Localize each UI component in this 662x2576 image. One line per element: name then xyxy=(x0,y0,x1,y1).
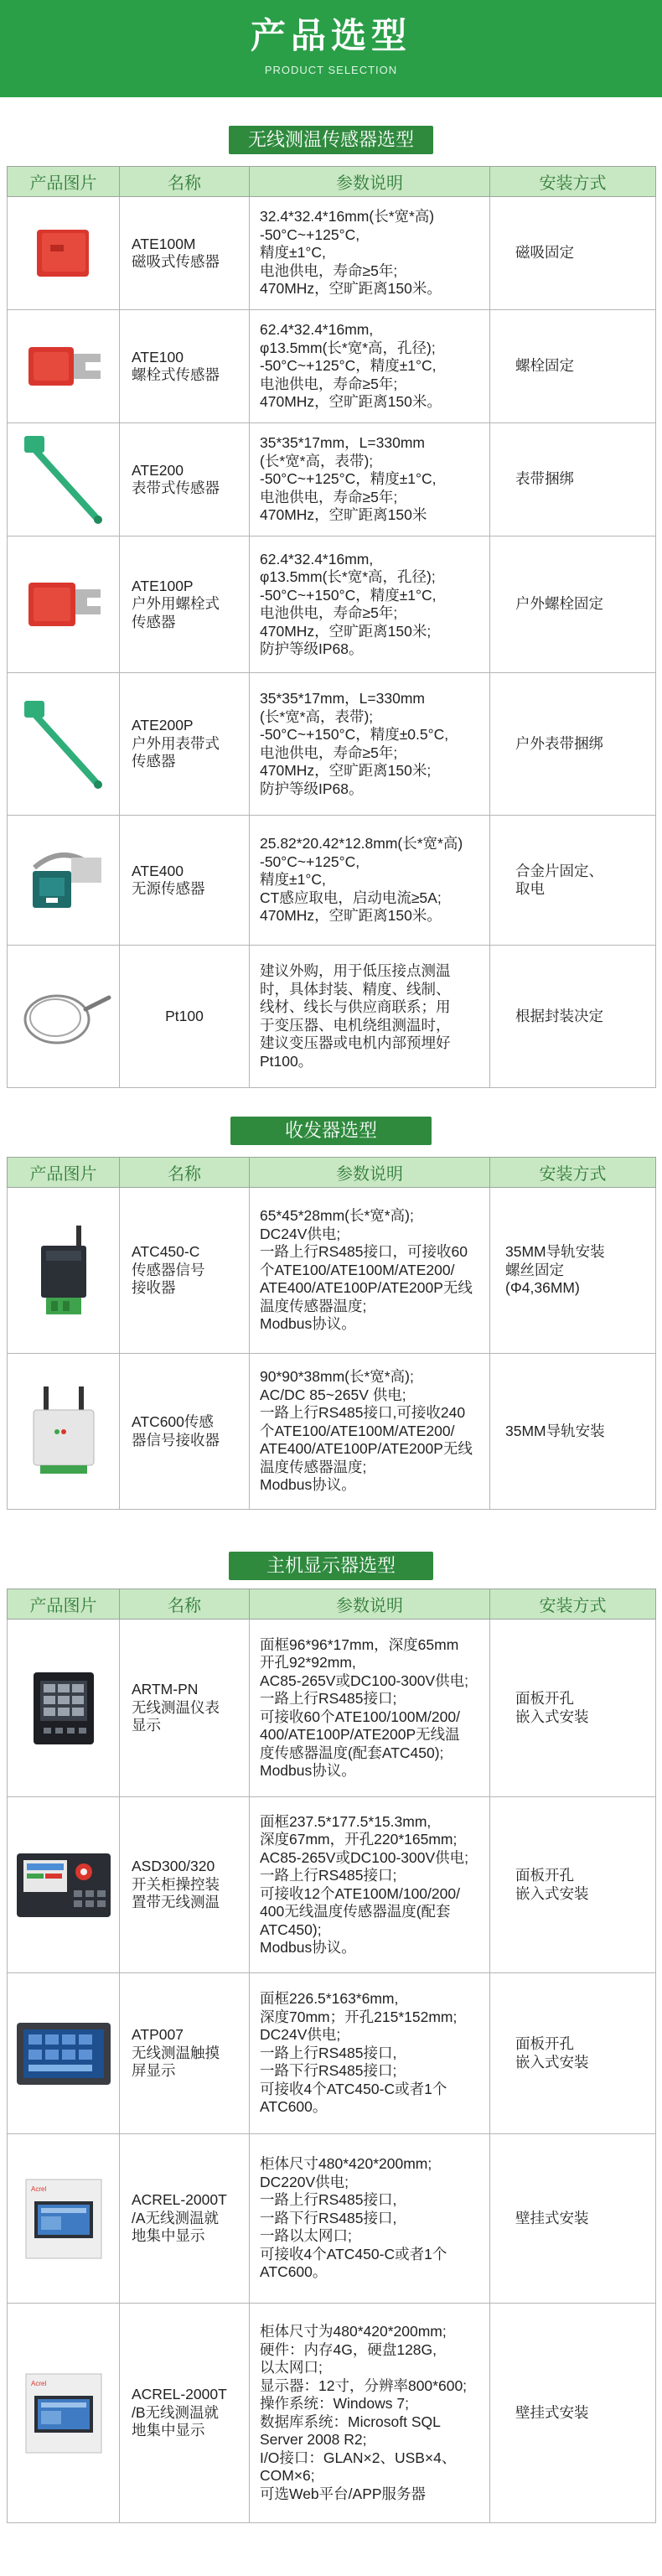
acrel-2000t-b-cabinet-icon xyxy=(18,2367,110,2459)
product-type: 地集中显示 xyxy=(132,2227,205,2245)
param-line: φ13.5mm(长*宽*高，孔径); xyxy=(260,339,436,356)
param-line: 470MHz，空旷距离150米; xyxy=(260,762,432,779)
param-line: 470MHz，空旷距离150米。 xyxy=(260,393,442,411)
asd300-panel-icon xyxy=(13,1845,114,1926)
table-row xyxy=(8,310,656,423)
table-row xyxy=(8,1797,656,1973)
product-model: ASD300/320 xyxy=(132,1858,215,1875)
product-type: 置带无线测温 xyxy=(132,1894,220,1911)
header-params: 参数说明 xyxy=(250,167,490,197)
header-mount: 安装方式 xyxy=(490,167,656,197)
param-line: 电池供电，寿命≥5年; xyxy=(260,488,398,505)
param-line: Modbus协议。 xyxy=(260,1762,356,1779)
product-type: 磁吸式传感器 xyxy=(132,253,220,270)
product-model: ATE200 xyxy=(132,461,184,479)
param-line: 470MHz，空旷距离150米。 xyxy=(260,280,442,298)
product-type: 户外用螺栓式 xyxy=(132,595,220,613)
table-row xyxy=(8,197,656,310)
section-title: 收发器选型 xyxy=(230,1117,432,1145)
ate200-sensor-icon xyxy=(18,429,110,530)
param-line: AC85-265V或DC100-300V供电; xyxy=(260,1848,469,1866)
mount-method: 表带捆绑 xyxy=(515,470,574,488)
header-pic: 产品图片 xyxy=(8,1589,120,1620)
param-line: 一路下行RS485接口, xyxy=(260,2209,397,2226)
product-model: ATE100P xyxy=(132,577,194,594)
atc600-receiver-icon xyxy=(22,1381,106,1482)
table-row xyxy=(8,2134,656,2304)
param-line: 62.4*32.4*16mm, xyxy=(260,321,374,339)
mount-method: 根据封装决定 xyxy=(515,1007,603,1024)
mount-method: 嵌入式安装 xyxy=(515,1884,589,1902)
mount-method: 壁挂式安装 xyxy=(515,2403,589,2421)
param-line: -50°C~+125°C, xyxy=(260,853,360,870)
param-line: 65*45*28mm(长*宽*高); xyxy=(260,1207,414,1225)
mount-method: 螺栓固定 xyxy=(515,357,574,375)
table-row xyxy=(8,816,656,946)
param-line: 可接收12个ATE100M/100/200/ xyxy=(260,1884,460,1902)
mount-method: 磁吸固定 xyxy=(515,244,574,262)
param-line: 一路上行RS485接口; xyxy=(260,1690,397,1707)
param-line: 精度±1°C, xyxy=(260,871,326,889)
param-line: 数据库系统：Microsoft SQL xyxy=(260,2413,441,2430)
product-type: 地集中显示 xyxy=(132,2422,205,2439)
mount-method: 35MM导轨安装 xyxy=(505,1422,605,1439)
param-line: (长*宽*高，表带); xyxy=(260,452,374,469)
param-line: ATE400/ATE100P/ATE200P无线 xyxy=(260,1440,473,1458)
product-type: 螺栓式传感器 xyxy=(132,366,220,383)
param-line: 面框226.5*163*6mm, xyxy=(260,1990,399,2008)
param-line: 470MHz，空旷距离150米。 xyxy=(260,907,442,925)
product-type: 开关柜操控装 xyxy=(132,1875,220,1893)
product-type: 屏显示 xyxy=(132,2062,176,2080)
hero-banner xyxy=(0,0,662,97)
param-line: Pt100。 xyxy=(260,1052,313,1070)
header-mount: 安装方式 xyxy=(490,1589,656,1620)
param-line: 度传感器温度(配套ATC450); xyxy=(260,1744,444,1761)
param-line: 一路上行RS485接口, xyxy=(260,2044,397,2061)
param-line: 柜体尺寸为480*420*200mm; xyxy=(260,2323,447,2340)
param-line: I/O接口：GLAN×2、USB×4、 xyxy=(260,2449,457,2466)
param-line: Modbus协议。 xyxy=(260,1939,356,1956)
param-line: 防护等级IP68。 xyxy=(260,640,364,657)
sensor-table xyxy=(7,166,656,1088)
product-type: 传感器 xyxy=(132,753,176,770)
product-model: ATP007 xyxy=(132,2026,184,2044)
product-type: 表带式传感器 xyxy=(132,479,220,496)
ate100m-sensor-icon xyxy=(25,220,102,287)
param-line: 硬件：内存4G，硬盘128G, xyxy=(260,2340,437,2358)
table-header-row xyxy=(8,1158,656,1188)
section-wireless-sensors xyxy=(0,97,662,1088)
param-line: 一路下行RS485接口; xyxy=(260,2062,397,2080)
param-line: (长*宽*高，表带); xyxy=(260,707,374,725)
param-line: AC85-265V或DC100-300V供电; xyxy=(260,1672,469,1689)
mount-method: 面板开孔 xyxy=(515,1867,574,1884)
table-row xyxy=(8,946,656,1088)
product-model: ACREL-2000T xyxy=(132,2386,227,2403)
param-line: 深度67mm，开孔220*165mm; xyxy=(260,1831,458,1848)
param-line: 操作系统：Windows 7; xyxy=(260,2395,409,2412)
param-line: -50°C~+125°C，精度±1°C, xyxy=(260,357,437,375)
pt100-probe-icon xyxy=(13,979,114,1055)
param-line: 以太网口; xyxy=(260,2359,323,2376)
mount-method: 面板开孔 xyxy=(515,1690,574,1707)
product-type: 接收器 xyxy=(132,1279,176,1297)
param-line: 400无线温度传感器温度(配套 xyxy=(260,1903,451,1920)
param-line: 个ATE100/ATE100M/ATE200/ xyxy=(260,1422,455,1439)
param-line: 个ATE100/ATE100M/ATE200/ xyxy=(260,1261,455,1278)
param-line: 62.4*32.4*16mm, xyxy=(260,550,374,568)
acrel-2000t-a-cabinet-icon xyxy=(18,2173,110,2265)
param-line: ATC450); xyxy=(260,1920,322,1938)
header-mount: 安装方式 xyxy=(490,1158,656,1188)
param-line: 深度70mm；开孔215*152mm; xyxy=(260,2008,458,2025)
param-line: AC/DC 85~265V 供电; xyxy=(260,1386,406,1403)
param-line: 电池供电，寿命≥5年; xyxy=(260,375,398,392)
product-type: 器信号接收器 xyxy=(132,1431,220,1449)
param-line: 一路上行RS485接口,可接收240 xyxy=(260,1404,466,1422)
param-line: -50°C~+125°C，精度±1°C, xyxy=(260,470,437,488)
param-line: 线材、线长与供应商联系；用 xyxy=(260,998,451,1015)
product-model: ATE200P xyxy=(132,717,194,734)
param-line: 面框237.5*177.5*15.3mm, xyxy=(260,1812,432,1830)
table-row xyxy=(8,1973,656,2134)
product-model: ATC450-C xyxy=(132,1243,200,1261)
table-row xyxy=(8,673,656,816)
param-line: Modbus协议。 xyxy=(260,1476,356,1494)
param-line: COM×6; xyxy=(260,2467,315,2484)
ate100-sensor-icon xyxy=(22,337,106,396)
param-line: 一路上行RS485接口; xyxy=(260,1867,397,1884)
section-host-displays xyxy=(0,1510,662,2523)
mount-method: (Φ4,36MM) xyxy=(505,1279,580,1297)
param-line: 一路以太网口; xyxy=(260,2227,352,2245)
table-row xyxy=(8,1620,656,1797)
mount-method: 35MM导轨安装 xyxy=(505,1243,605,1261)
svg-text:Acrel: Acrel xyxy=(30,2185,46,2193)
param-line: 可接收60个ATE100/100M/200/ xyxy=(260,1708,460,1725)
header-name: 名称 xyxy=(120,167,250,197)
param-line: 可接收4个ATC450-C或者1个 xyxy=(260,2245,447,2262)
param-line: 电池供电，寿命≥5年; xyxy=(260,744,398,761)
ate100p-sensor-icon xyxy=(22,571,106,638)
table-header-row xyxy=(8,167,656,197)
param-line: 显示器：12寸，分辨率800*600; xyxy=(260,2376,468,2394)
transceiver-table xyxy=(7,1157,656,1510)
mount-method: 螺丝固定 xyxy=(505,1261,564,1278)
display-table xyxy=(7,1589,656,2523)
ate200p-sensor-icon xyxy=(18,694,110,795)
section-title: 主机显示器选型 xyxy=(229,1552,433,1580)
product-type: 显示 xyxy=(132,1717,161,1734)
mount-method: 嵌入式安装 xyxy=(515,1708,589,1725)
param-line: 时，具体封装、精度、线制、 xyxy=(260,980,451,998)
header-pic: 产品图片 xyxy=(8,167,120,197)
product-type: /B无线测温就 xyxy=(132,2403,220,2421)
table-row xyxy=(8,423,656,536)
param-line: 可选Web平台/APP服务器 xyxy=(260,2485,427,2502)
product-model: ATE100M xyxy=(132,235,196,252)
param-line: 470MHz，空旷距离150米; xyxy=(260,622,432,640)
param-line: 温度传感器温度; xyxy=(260,1458,367,1475)
section-transceivers xyxy=(0,1088,662,1510)
param-line: 防护等级IP68。 xyxy=(260,780,364,797)
table-row xyxy=(8,536,656,673)
table-header-row xyxy=(8,1589,656,1620)
param-line: 于变压器、电机绕组测温时， xyxy=(260,1016,451,1034)
param-line: 建议外购，用于低压接点测温 xyxy=(260,962,451,979)
param-line: 一路上行RS485接口, xyxy=(260,2191,397,2209)
product-model: ACREL-2000T xyxy=(132,2191,227,2209)
param-line: 温度传感器温度; xyxy=(260,1297,367,1314)
param-line: 一路上行RS485接口，可接收60 xyxy=(260,1243,468,1261)
table-row xyxy=(8,2304,656,2523)
header-name: 名称 xyxy=(120,1589,250,1620)
param-line: Modbus协议。 xyxy=(260,1315,356,1333)
param-line: -50°C~+150°C，精度±0.5°C, xyxy=(260,726,449,743)
param-line: 柜体尺寸480*420*200mm; xyxy=(260,2155,432,2173)
mount-method: 嵌入式安装 xyxy=(515,2053,589,2071)
product-type: /A无线测温就 xyxy=(132,2209,220,2226)
header-name: 名称 xyxy=(120,1158,250,1188)
param-line: φ13.5mm(长*宽*高，孔径); xyxy=(260,568,436,585)
product-type: 传感器信号 xyxy=(132,1261,205,1278)
product-model: Pt100 xyxy=(165,1007,204,1024)
mount-method: 取电 xyxy=(515,880,545,897)
svg-text:Acrel: Acrel xyxy=(30,2379,46,2387)
product-model: ATE100 xyxy=(132,348,184,365)
product-type: 无线测温触摸 xyxy=(132,2044,220,2061)
param-line: 面框96*96*17mm，深度65mm xyxy=(260,1635,459,1653)
param-line: 电池供电，寿命≥5年; xyxy=(260,604,398,621)
header-pic: 产品图片 xyxy=(8,1158,120,1188)
mount-method: 合金片固定、 xyxy=(515,862,603,879)
mount-method: 壁挂式安装 xyxy=(515,2209,589,2226)
product-type: 无线测温仪表 xyxy=(132,1698,220,1716)
section-title: 无线测温传感器选型 xyxy=(229,126,433,154)
param-line: -50°C~+150°C，精度±1°C, xyxy=(260,586,437,604)
product-type: 户外用表带式 xyxy=(132,734,220,752)
mount-method: 户外表带捆绑 xyxy=(515,734,603,752)
param-line: DC24V供电; xyxy=(260,1225,341,1242)
table-row xyxy=(8,1188,656,1354)
product-model: ATE400 xyxy=(132,862,184,879)
param-line: DC24V供电; xyxy=(260,2026,341,2044)
mount-method: 面板开孔 xyxy=(515,2035,574,2052)
param-line: -50°C~+125°C, xyxy=(260,225,360,243)
param-line: 35*35*17mm，L=330mm xyxy=(260,434,425,452)
product-type: 传感器 xyxy=(132,613,176,630)
table-row xyxy=(8,1354,656,1510)
product-model: ATC600传感 xyxy=(132,1413,214,1430)
page-subtitle: PRODUCT SELECTION xyxy=(264,64,398,76)
ate400-sensor-icon xyxy=(18,842,110,918)
param-line: ATC600。 xyxy=(260,2098,328,2116)
param-line: Server 2008 R2; xyxy=(260,2431,367,2448)
param-line: 90*90*38mm(长*宽*高); xyxy=(260,1368,414,1386)
param-line: CT感应取电，启动电流≥5A; xyxy=(260,889,442,906)
atc450-receiver-icon xyxy=(26,1221,101,1321)
product-type: 无源传感器 xyxy=(132,880,205,897)
param-line: 32.4*32.4*16mm(长*宽*高) xyxy=(260,208,435,225)
param-line: 电池供电，寿命≥5年; xyxy=(260,262,398,279)
atp007-touchscreen-icon xyxy=(13,2016,114,2091)
param-line: 400/ATE100P/ATE200P无线温 xyxy=(260,1726,460,1743)
param-line: 35*35*17mm，L=330mm xyxy=(260,690,425,707)
header-params: 参数说明 xyxy=(250,1158,490,1188)
artm-pn-meter-icon xyxy=(22,1662,106,1754)
param-line: 470MHz，空旷距离150米 xyxy=(260,506,427,524)
param-line: 可接收4个ATC450-C或者1个 xyxy=(260,2080,447,2097)
header-params: 参数说明 xyxy=(250,1589,490,1620)
param-line: 建议变压器或电机内部预埋好 xyxy=(260,1034,451,1051)
param-line: ATC600。 xyxy=(260,2263,328,2281)
mount-method: 户外螺栓固定 xyxy=(515,595,603,613)
param-line: 25.82*20.42*12.8mm(长*宽*高) xyxy=(260,835,463,853)
page-title: 产品选型 xyxy=(250,16,411,55)
param-line: 精度±1°C, xyxy=(260,244,326,262)
product-model: ARTM-PN xyxy=(132,1681,199,1698)
param-line: ATE400/ATE100P/ATE200P无线 xyxy=(260,1279,473,1297)
param-line: 开孔92*92mm, xyxy=(260,1654,356,1671)
param-line: DC220V供电; xyxy=(260,2173,349,2190)
